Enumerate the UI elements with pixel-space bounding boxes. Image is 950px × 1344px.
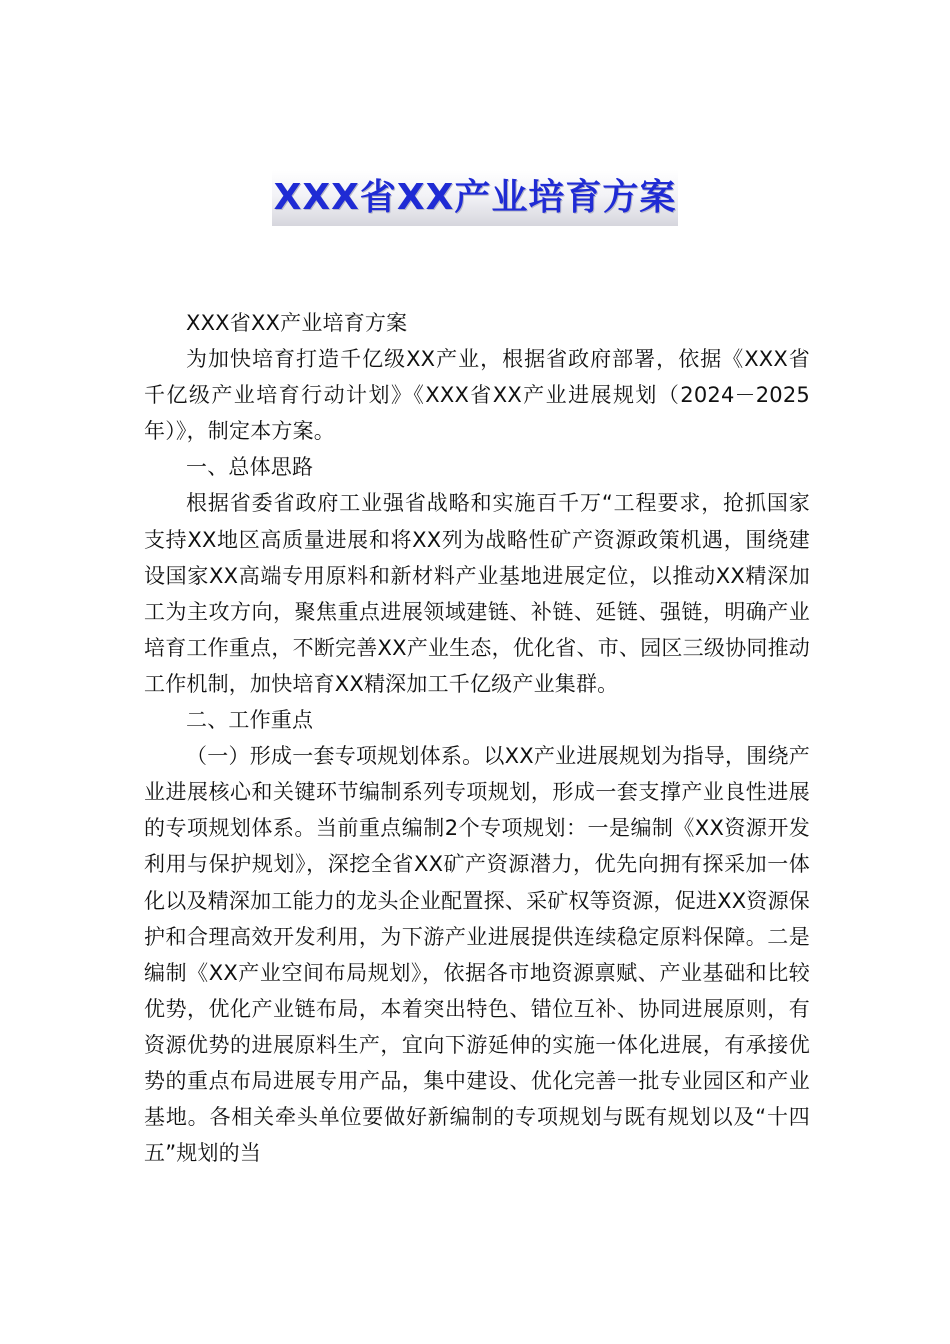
document-title: XXX省XX产业培育方案 [272,170,679,226]
title-area [0,170,950,226]
body-paragraph-intro: 为加快培育打造千亿级XX产业，根据省政府部署，依据《XXX省千亿级产业培育行动计划》《XXX省XX产业进展规划（2024－2025年）》，制定本方案。 [144,347,810,444]
body-subtitle: XXX省XX产业培育方案 [186,311,408,335]
section-heading-overall: 一、总体思路 [186,455,314,480]
document-body [144,305,810,1171]
body-paragraph-key-work: （一）形成一套专项规划体系。以XX产业进展规划为指导，围绕产业进展核心和关键环节编制系列专项规划，形成一套支撑产业良性进展的专项规划体系。当前重点编制2个专项规划：一是编制《XX资源开发利用与保护规划》，深挖全省XX矿产资源潜力，优先向拥有探采加一体化以及精深加工能力的龙头企业配置探、采矿权等资源，促进XX资源保护和合理高效开发利用，为下游产业进展提供连续稳定原料保障。二是编制《XX产业空间布局规划》，依据各市地资源禀赋、产业基础和比较优势，优化产业链布局，本着突出特色、错位互补、协同进展原则，有资源优势的进展原料生产，宜向下游延伸的实施一体化进展，有承接优势的重点布局进展专用产品，集中建设、优化完善一批专业园区和产业基地。各相关牵头单位要做好新编制的专项规划与既有规划以及“十四五”规划的当 [144,744,810,1166]
section-heading-key-work: 二、工作重点 [186,708,314,733]
body-paragraph-overall: 根据省委省政府工业强省战略和实施百千万“工程要求，抢抓国家支持XX地区高质量进展和将XX列为战略性矿产资源政策机遇，围绕建设国家XX高端专用原料和新材料产业基地进展定位，以推动XX精深加工为主攻方向，聚焦重点进展领域建链、补链、延链、强链，明确产业培育工作重点，不断完善XX产业生态，优化省、市、园区三级协同推动工作机制，加快培育XX精深加工千亿级产业集群。 [144,491,810,696]
